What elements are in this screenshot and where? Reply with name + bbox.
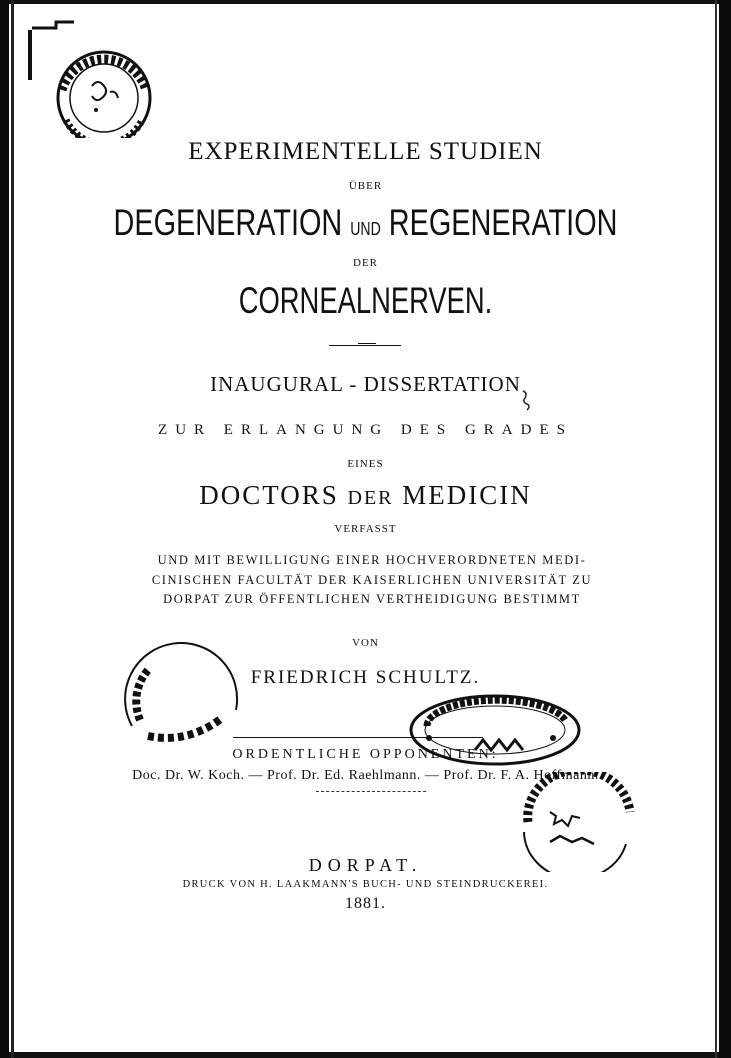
place-name: DORPAT. [308,855,423,875]
word-und: UND [350,219,381,239]
approval-line-3: DORPAT ZUR ÖFFENTLICHEN VERTHEIDIGUNG BESTIMMT [163,592,581,606]
title-line-der: DER [353,257,378,269]
word-medicin: MEDICIN [402,480,532,510]
title-line-cornealnerven: CORNEALNERVEN. [238,280,493,321]
opponents-names: Doc. Dr. W. Koch. — Prof. Dr. Ed. Raehlmann. — Prof. Dr. F. A. Hoffmann. [132,768,599,783]
scan-edge-top [0,0,731,4]
divider-rule-accent [358,343,376,344]
von-line: VON [352,637,379,649]
verfasst-line: VERFASST [334,523,397,535]
pencil-mark [519,387,533,415]
approval-line-2: CINISCHEN FACULTÄT DER KAISERLICHEN UNIVERSITÄT ZU [151,572,593,587]
word-degeneration: DEGENERATION [113,202,343,243]
dissertation-heading: INAUGURAL - DISSERTATION [210,372,521,396]
opponents-heading: ORDENTLICHE OPPONENTEN: [232,747,499,762]
opponents-bottom-rule [316,791,426,792]
publication-year: 1881. [345,895,386,912]
title-line-experimentelle: EXPERIMENTELLE STUDIEN [188,138,543,165]
word-der: DER [347,487,394,509]
author-name: FRIEDRICH SCHULTZ. [250,667,481,688]
opponents-top-rule [233,737,483,738]
doctors-line [0,480,731,511]
word-regeneration: REGENERATION [388,202,618,243]
eines-line: EINES [347,458,384,470]
divider-rule [329,345,401,346]
scan-edge-bottom [0,1052,731,1058]
printer-line: DRUCK VON H. LAAKMANN'S BUCH- UND STEINDRUCKEREI. [182,879,549,890]
library-stamp-top-left [22,20,154,138]
approval-paragraph [116,551,628,610]
title-line-degeneration [80,202,650,244]
library-stamp-left [118,640,242,750]
title-line-ueber: ÜBER [348,180,383,192]
approval-line-1: UND MIT BEWILLIGUNG EINER HOCHVERORDNETEN MEDI- [157,553,587,567]
degree-line: ZUR ERLANGUNG DES GRADES [158,422,573,438]
word-doctors: DOCTORS [199,480,339,510]
